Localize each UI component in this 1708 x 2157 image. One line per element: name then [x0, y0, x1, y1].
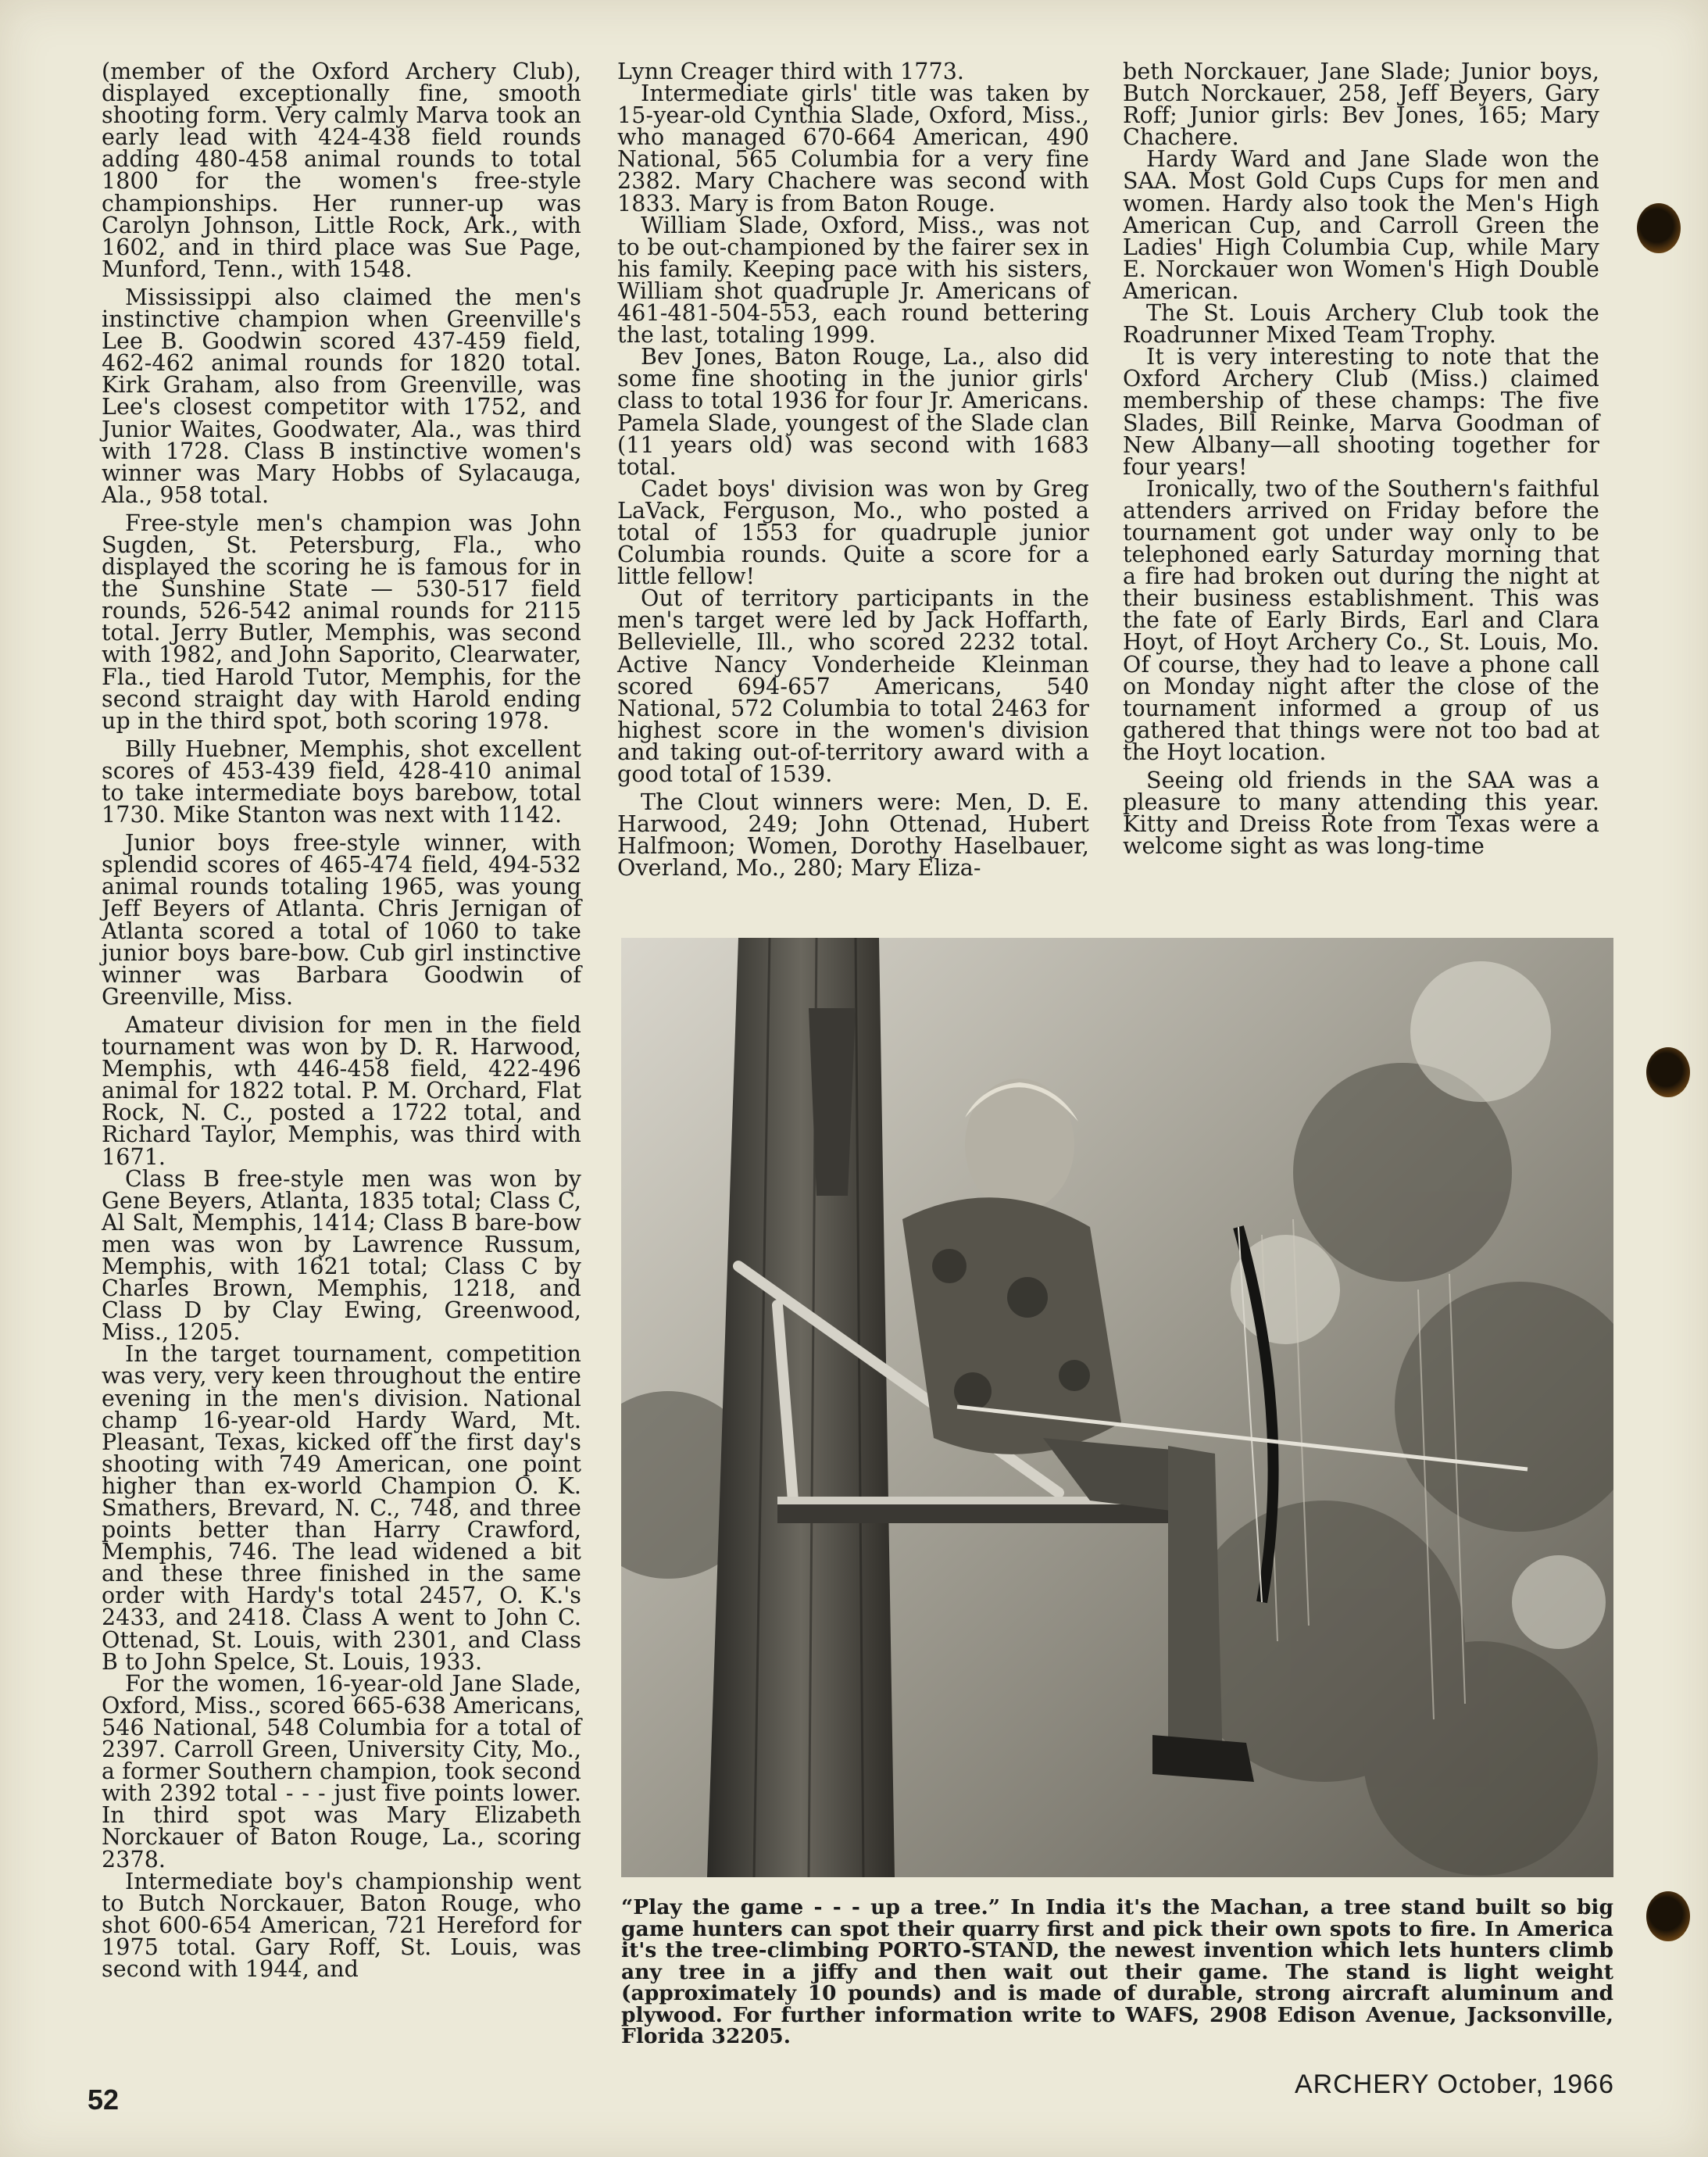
magazine-footer: ARCHERY October, 1966 [1294, 2069, 1614, 2099]
article-column-2 [617, 59, 1089, 882]
paragraph: Out of territory participants in the men's target were led by Jack Hoffarth, Bellevielle, Ill., who scored 2232 total. Active Nancy Vonderheide Kleinman scored 694-657 Americans, 540 National, 572 Columbia to total 2463 for highest score in the women's division and taking out-of-territory award with a good total of 1539. [617, 585, 1089, 787]
photo-illustration [621, 938, 1613, 1877]
paragraph: It is very interesting to note that the Oxford Archery Club (Miss.) claimed membership of these champs: The five Slades, Bill Reinke, Marva Goodman of New Albany—all shooting together for four years! [1123, 344, 1599, 480]
paragraph: The Clout winners were: Men, D. E. Harwood, 249; John Ottenad, Hubert Halfmoon; Women, Dorothy Haselbauer, Overland, Mo., 280; Mary Eliza- [617, 789, 1089, 882]
paragraph: Ironically, two of the Southern's faithful attenders arrived on Friday before the tournament got under way only to be telephoned early Saturday morning that a fire had broken out during the night at their business establishment. This was the fate of Early Birds, Earl and Clara Hoyt, of Hoyt Archery Co., St. Louis, Mo. Of course, they had to leave a phone call on Monday night after the close of the tournament informed a group of us gathered that things were not too bad at the Hoyt location. [1123, 475, 1599, 765]
binder-hole-icon [1646, 1047, 1690, 1097]
paragraph: In the target tournament, competition was very, very keen throughout the entire evening in the men's division. National champ 16-year-old Hardy Ward, Mt. Pleasant, Texas, kicked off the first day's shooting with 749 American, one point higher than ex-world Champion O. K. Smathers, Brevard, N. C., 748, and three points better than Harry Crawford, Memphis, 746. The lead widened a bit and these three finished in the same order with Hardy's total 2457, O. K.'s 2433, and 2418. Class A went to John C. Ottenad, St. Louis, with 2301, and Class B to John Spelce, St. Louis, 1933. [102, 1341, 581, 1675]
paragraph: (member of the Oxford Archery Club), displayed exceptionally fine, smooth shooting form. Very calmly Marva took an early lead with 424-438 field rounds adding 480-458 animal rounds to total 1800 for the women's free-style championships. Her runner-up was Carolyn Johnson, Little Rock, Ark., with 1602, and in third place was Sue Page, Munford, Tenn., with 1548. [102, 59, 581, 282]
photo-boy-on-tree-stand [621, 938, 1613, 1877]
binder-hole-icon [1637, 203, 1681, 253]
page-number: 52 [88, 2084, 120, 2116]
paragraph: Seeing old friends in the SAA was a pleasure to many attending this year. Kitty and Dreiss Rote from Texas were a welcome sight as was long-time [1123, 767, 1599, 860]
paragraph: The St. Louis Archery Club took the Roadrunner Mixed Team Trophy. [1123, 300, 1599, 349]
paragraph: Intermediate girls' title was taken by 15-year-old Cynthia Slade, Oxford, Miss., who managed 670-664 American, 490 National, 565 Columbia for a very fine 2382. Mary Chachere was second with 1833. Mary is from Baton Rouge. [617, 80, 1089, 216]
article-column-3 [1123, 59, 1599, 860]
paragraph: Intermediate boy's championship went to Butch Norckauer, Baton Rouge, who shot 600-654 American, 721 Hereford for 1975 total. Gary Roff, St. Louis, was second with 1944, and [102, 1868, 581, 1982]
binder-hole-icon [1646, 1891, 1690, 1941]
paragraph: Hardy Ward and Jane Slade won the SAA. Most Gold Cups Cups for men and women. Hardy also took the Men's High American Cup, and Carroll Green the Ladies' High Columbia Cup, while Mary E. Norckauer won Women's High Double American. [1123, 146, 1599, 304]
paragraph: Billy Huebner, Memphis, shot excellent scores of 453-439 field, 428-410 animal to take intermediate boys barebow, total 1730. Mike Stanton was next with 1142. [102, 735, 581, 828]
paragraph: Class B free-style men was won by Gene Beyers, Atlanta, 1835 total; Class C, Al Salt, Memphis, 1414; Class B bare-bow men was won by Lawrence Russum, Memphis, with 1621 total; Class C by Charles Brown, Memphis, 1218, and Class D by Clay Ewing, Greenwood, Miss., 1205. [102, 1165, 581, 1346]
paragraph: William Slade, Oxford, Miss., was not to be out-championed by the fairer sex in his family. Keeping pace with his sisters, William shot quadruple Jr. Americans of 461-481-504-553, each round bettering the last, totaling 1999. [617, 212, 1089, 349]
paragraph: Cadet boys' division was won by Greg LaVack, Ferguson, Mo., who posted a total of 1553 for quadruple junior Columbia rounds. Quite a score for a little fellow! [617, 475, 1089, 590]
paragraph: Amateur division for men in the field tournament was won by D. R. Harwood, Memphis, wth 446-458 field, 422-496 animal for 1822 total. P. M. Orchard, Flat Rock, N. C., posted a 1722 total, and Richard Taylor, Memphis, was third with 1671. [102, 1011, 581, 1170]
paragraph: Mississippi also claimed the men's instinctive champion when Greenville's Lee B. Goodwin scored 437-459 field, 462-462 animal rounds for 1820 total. Kirk Graham, also from Greenville, was Lee's closest competitor with 1752, and Junior Waites, Goodwater, Ala., was third with 1728. Class B instinctive women's winner was Mary Hobbs of Sylacauga, Ala., 958 total. [102, 284, 581, 508]
paragraph: Bev Jones, Baton Rouge, La., also did some fine shooting in the junior girls' class to total 1936 for four Jr. Americans. Pamela Slade, youngest of the Slade clan (11 years old) was second with 1683 total. [617, 344, 1089, 480]
paragraph: beth Norckauer, Jane Slade; Junior boys, Butch Norckauer, 258, Jeff Beyers, Gary Roff; Junior girls: Bev Jones, 165; Mary Chachere. [1123, 59, 1599, 151]
paragraph: Junior boys free-style winner, with splendid scores of 465-474 field, 494-532 animal rounds totaling 1965, was young Jeff Beyers of Atlanta. Chris Jernigan of Atlanta scored a total of 1060 to take junior boys bare-bow. Cub girl instinctive winner was Barbara Goodwin of Greenville, Miss. [102, 830, 581, 1010]
photo-caption: “Play the game - - - up a tree.” In India it's the Machan, a tree stand built so big game hunters can spot their quarry first and pick their own spots to fire. In America it's the tree-climbing PORTO-STAND, the newest invention which lets hunters climb any tree in a jiffy and then wait out their game. The stand is light weight (approximately 10 pounds) and is made of durable, strong aircraft aluminum and plywood. For further information write to WAFS, 2908 Edison Avenue, Jacksonville, Florida 32205. [621, 1895, 1613, 2048]
paragraph: Free-style men's champion was John Sugden, St. Petersburg, Fla., who displayed the scoring he is famous for in the Sunshine State — 530-517 field rounds, 526-542 animal rounds for 2115 total. Jerry Butler, Memphis, was second with 1982, and John Saporito, Clearwater, Fla., tied Harold Tutor, Memphis, for the second straight day with Harold ending up in the third spot, both scoring 1978. [102, 510, 581, 734]
paragraph: For the women, 16-year-old Jane Slade, Oxford, Miss., scored 665-638 Americans, 546 National, 548 Columbia for a total of 2397. Carroll Green, University City, Mo., a former Southern champion, took second with 2392 total - - - just five points lower. In third spot was Mary Elizabeth Norckauer of Baton Rouge, La., scoring 2378. [102, 1670, 581, 1873]
article-column-1 [102, 61, 581, 1980]
paragraph: Lynn Creager third with 1773. [617, 59, 965, 84]
